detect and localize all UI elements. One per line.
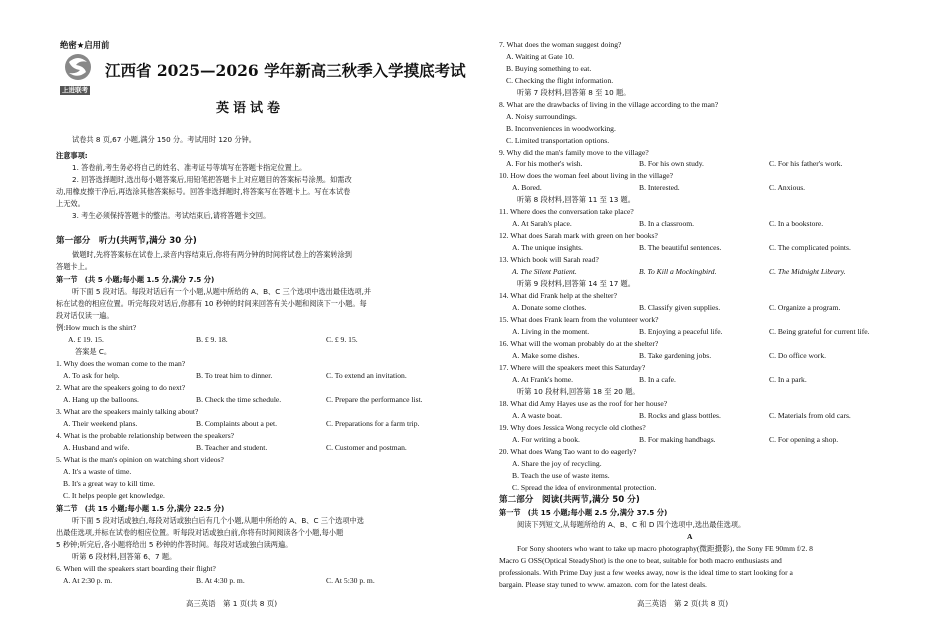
- passage-line-1: For Sony shooters who want to take up macro photography(微距摄影), the Sony FE 90mm f/2. 8: [517, 544, 813, 553]
- question-18: 18. What did Amy Hayes use as the roof for her house?: [499, 399, 668, 408]
- q20-option-a: A. Share the joy of recycling.: [512, 459, 602, 468]
- part1-heading: 第一部分 听力(共两节,满分 30 分): [56, 236, 197, 246]
- q9-option-b: B. For his own study.: [639, 159, 704, 168]
- question-6: 6. When will the speakers start boarding their flight?: [56, 564, 216, 573]
- q11-option-b: B. In a classroom.: [639, 219, 695, 228]
- q13-option-a: A. The Silent Patient.: [512, 267, 577, 276]
- q8-option-a: A. Noisy surroundings.: [506, 112, 577, 121]
- q17-option-b: B. In a cafe.: [639, 375, 676, 384]
- q4-option-b: B. Teacher and student.: [196, 443, 268, 452]
- q7-option-a: A. Waiting at Gate 10.: [506, 52, 574, 61]
- part1-desc-a: 做题时,先将答案标在试卷上,录音内容结束后,你将有两分钟的时间将试卷上的答案转涂到: [72, 250, 352, 259]
- secret-label: 绝密★启用前: [60, 40, 110, 50]
- question-14: 14. What did Frank help at the shelter?: [499, 291, 617, 300]
- q19-option-b: B. For making handbags.: [639, 435, 716, 444]
- q15-option-a: A. Living in the moment.: [512, 327, 590, 336]
- notes-heading: 注意事项:: [56, 151, 88, 160]
- section1-desc-c: 段对话仅读一遍。: [56, 311, 114, 320]
- material-6-note: 听第 6 段材料,回答第 6、7 题。: [72, 552, 177, 561]
- question-7: 7. What does the woman suggest doing?: [499, 40, 622, 49]
- question-4: 4. What is the probable relationship between the speakers?: [56, 431, 235, 440]
- passage-a-label: A: [687, 532, 693, 541]
- q20-option-c: C. Spread the idea of environmental protection.: [512, 483, 657, 492]
- q17-option-a: A. At Frank's home.: [512, 375, 574, 384]
- q3-option-a: A. Their weekend plans.: [63, 419, 138, 428]
- exam-subtitle: 英语试卷: [216, 101, 285, 116]
- q16-option-b: B. Take gardening jobs.: [639, 351, 712, 360]
- material-9-note: 听第 9 段材料,回答第 14 至 17 题。: [517, 279, 635, 288]
- page-2: [475, 0, 950, 631]
- q10-option-a: A. Bored.: [512, 183, 542, 192]
- q16-option-c: C. Do office work.: [769, 351, 827, 360]
- note-2b: 动,用橡皮擦干净后,再选涂其他答案标号。回答非选择题时,将答案写在答题卡上。写在本试卷: [56, 187, 351, 196]
- question-10: 10. How does the woman feel about living in the village?: [499, 171, 673, 180]
- q19-option-c: C. For opening a shop.: [769, 435, 839, 444]
- q11-option-c: C. In a bookstore.: [769, 219, 824, 228]
- q4-option-a: A. Husband and wife.: [63, 443, 130, 452]
- question-12: 12. What does Sarah mark with green on her books?: [499, 231, 658, 240]
- q5-option-c: C. It helps people get knowledge.: [63, 491, 165, 500]
- q2-option-a: A. Hang up the balloons.: [63, 395, 139, 404]
- question-8: 8. What are the drawbacks of living in the village according to the man?: [499, 100, 719, 109]
- question-15: 15. What does Frank learn from the volunteer work?: [499, 315, 659, 324]
- exam-title: 江西省 2025—2026 学年新高三秋季入学摸底考试: [105, 61, 466, 80]
- section2-heading: 第二节 (共 15 小题;每小题 1.5 分,满分 22.5 分): [56, 504, 225, 513]
- q20-option-b: B. Teach the use of waste items.: [512, 471, 610, 480]
- q17-option-c: C. In a park.: [769, 375, 807, 384]
- q5-option-a: A. It's a waste of time.: [63, 467, 132, 476]
- material-8-note: 听第 8 段材料,回答第 11 至 13 题。: [517, 195, 635, 204]
- q13-option-b: B. To Kill a Mockingbird.: [639, 267, 717, 276]
- q13-option-c: C. The Midnight Library.: [769, 267, 846, 276]
- q5-option-b: B. It's a great way to kill time.: [63, 479, 155, 488]
- intro-text: 试卷共 8 页,67 小题,满分 150 分。考试用时 120 分钟。: [72, 135, 256, 144]
- q6-option-b: B. At 4:30 p. m.: [196, 576, 245, 585]
- q6-option-a: A. At 2:30 p. m.: [63, 576, 113, 585]
- q8-option-c: C. Limited transportation options.: [506, 136, 610, 145]
- question-2: 2. What are the speakers going to do next?: [56, 383, 186, 392]
- note-2a: 2. 回答选择题时,选出每小题答案后,用铅笔把答题卡上对应题目的答案标号涂黑。如需改: [72, 175, 352, 184]
- q1-option-c: C. To extend an invitation.: [326, 371, 407, 380]
- q3-option-c: C. Preparations for a farm trip.: [326, 419, 420, 428]
- section2-desc-a: 听下面 5 段对话或独白,每段对话或独白后有几个小题,从题中所给的 A、B、C 三个选项中选: [72, 516, 364, 525]
- q12-option-a: A. The unique insights.: [512, 243, 583, 252]
- page-2-footer: 高三英语 第 2 页(共 8 页): [637, 599, 729, 608]
- q3-option-b: B. Complaints about a pet.: [196, 419, 277, 428]
- question-17: 17. Where will the speakers meet this Saturday?: [499, 363, 646, 372]
- q2-option-b: B. Check the time schedule.: [196, 395, 282, 404]
- note-1: 1. 答卷前,考生务必将自己的姓名、准考证号等填写在答题卡指定位置上。: [72, 163, 307, 172]
- q1-option-a: A. To ask for help.: [63, 371, 120, 380]
- part2-section1-heading: 第一节 (共 15 小题;每小题 2.5 分,满分 37.5 分): [499, 508, 668, 517]
- q15-option-c: C. Being grateful for current life.: [769, 327, 870, 336]
- question-1: 1. Why does the woman come to the man?: [56, 359, 186, 368]
- q10-option-c: C. Anxious.: [769, 183, 806, 192]
- material-10-note: 听第 10 段材料,回答第 18 至 20 题。: [517, 387, 640, 396]
- q18-option-b: B. Rocks and glass bottles.: [639, 411, 721, 420]
- section1-desc-b: 标在试卷的相应位置。听完每段对话后,你都有 10 秒钟的时间来回答有关小题和阅读下一小题。每: [56, 299, 367, 308]
- q9-option-a: A. For his mother's wish.: [506, 159, 583, 168]
- q10-option-b: B. Interested.: [639, 183, 680, 192]
- q19-option-a: A. For writing a book.: [512, 435, 580, 444]
- question-20: 20. What does Wang Tao want to do eagerly?: [499, 447, 637, 456]
- question-3: 3. What are the speakers mainly talking about?: [56, 407, 199, 416]
- page-1-footer: 高三英语 第 1 页(共 8 页): [186, 599, 278, 608]
- q2-option-c: C. Prepare the performance list.: [326, 395, 423, 404]
- part1-desc-b: 答题卡上。: [56, 262, 92, 271]
- q1-option-b: B. To treat him to dinner.: [196, 371, 273, 380]
- example-option-a: A. £ 19. 15.: [68, 335, 104, 344]
- question-16: 16. What will the woman probably do at the shelter?: [499, 339, 659, 348]
- logo-text: 上进联考: [62, 86, 88, 94]
- example-option-b: B. £ 9. 18.: [196, 335, 228, 344]
- q9-option-c: C. For his father's work.: [769, 159, 843, 168]
- passage-line-3: professionals. With Prime Day just a few weeks away, now is the ideal time to start looking for a: [499, 568, 793, 577]
- section1-desc-a: 听下面 5 段对话。每段对话后有一个小题,从题中所给的 A、B、C 三个选项中选出最佳选项,并: [72, 287, 372, 296]
- part2-desc: 阅读下列短文,从每题所给的 A、B、C 和 D 四个选项中,选出最佳选项。: [517, 520, 746, 529]
- q6-option-c: C. At 5:30 p. m.: [326, 576, 375, 585]
- q18-option-a: A. A waste boat.: [512, 411, 562, 420]
- example-answer: 答案是 C。: [75, 347, 112, 356]
- passage-line-2: Macro G OSS(Optical SteadyShot) is the one to beat, suitable for both macro enthusiasts and: [499, 556, 782, 565]
- note-3: 3. 考生必须保持答题卡的整洁。考试结束后,请将答题卡交回。: [72, 211, 271, 220]
- q8-option-b: B. Inconveniences in woodworking.: [506, 124, 616, 133]
- question-11: 11. Where does the conversation take place?: [499, 207, 634, 216]
- q11-option-a: A. At Sarah's place.: [512, 219, 572, 228]
- question-13: 13. Which book will Sarah read?: [499, 255, 599, 264]
- material-7-note: 听第 7 段材料,回答第 8 至 10 题。: [517, 88, 631, 97]
- q12-option-c: C. The complicated points.: [769, 243, 851, 252]
- question-5: 5. What is the man's opinion on watching short videos?: [56, 455, 224, 464]
- example-question: 例:How much is the shirt?: [56, 323, 137, 332]
- question-9: 9. Why did the man's family move to the village?: [499, 148, 649, 157]
- section2-desc-c: 5 秒钟;听完后,各小题将给出 5 秒钟的作答时间。每段对话或独白读两遍。: [56, 540, 293, 549]
- q12-option-b: B. The beautiful sentences.: [639, 243, 722, 252]
- q15-option-b: B. Enjoying a peaceful life.: [639, 327, 723, 336]
- q18-option-c: C. Materials from old cars.: [769, 411, 851, 420]
- q7-option-b: B. Buying something to eat.: [506, 64, 592, 73]
- part2-heading: 第二部分 阅读(共两节,满分 50 分): [499, 495, 640, 505]
- q4-option-c: C. Customer and postman.: [326, 443, 407, 452]
- q7-option-c: C. Checking the flight information.: [506, 76, 614, 85]
- question-19: 19. Why does Jessica Wong recycle old clothes?: [499, 423, 646, 432]
- note-2c: 上无效。: [56, 199, 85, 208]
- example-option-c: C. £ 9. 15.: [326, 335, 358, 344]
- q14-option-c: C. Organize a program.: [769, 303, 841, 312]
- passage-line-4: bargain. Please stay tuned to www. amazon. com for the latest deals.: [499, 580, 707, 589]
- q14-option-a: A. Donate some clothes.: [512, 303, 587, 312]
- section1-heading: 第一节 (共 5 小题;每小题 1.5 分,满分 7.5 分): [56, 275, 215, 284]
- q16-option-a: A. Make some dishes.: [512, 351, 580, 360]
- section2-desc-b: 出最佳选项,并标在试卷的相应位置。听每段对话或独白前,你将有时间阅读各个小题,每小题: [56, 528, 344, 537]
- q14-option-b: B. Classify given supplies.: [639, 303, 721, 312]
